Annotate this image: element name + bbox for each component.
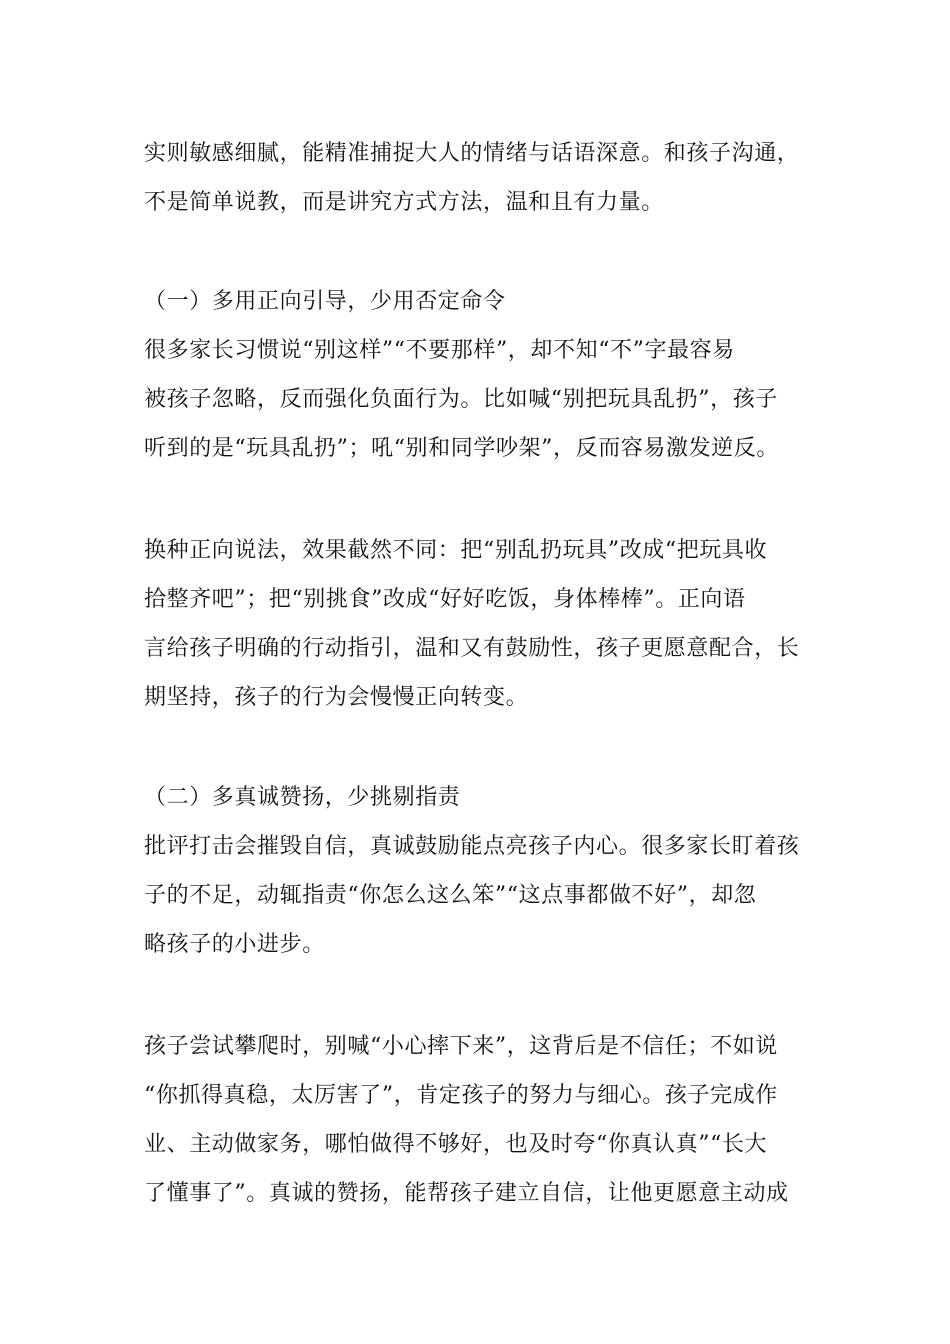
paragraph-line: 业、主动做家务，哪怕做得不够好，也及时夸“你真认真”“长大 [144, 1132, 768, 1157]
paragraph-line: 实则敏感细腻，能精准捕捉大人的情绪与话语深意。和孩子沟通， [144, 141, 800, 166]
paragraph-line: 子的不足，动辄指责“你怎么这么笨”“这点事都做不好”，却忽 [144, 883, 757, 908]
paragraph-line: 期坚持，孩子的行为会慢慢正向转变。 [144, 685, 529, 710]
paragraph-line: 听到的是“玩具乱扔”；吼“别和同学吵架”，反而容易激发逆反。 [144, 436, 779, 461]
paragraph-line: 很多家长习惯说“别这样”“不要那样”，却不知“不”字最容易 [144, 338, 735, 363]
paragraph-line: 略孩子的小进步。 [144, 932, 325, 957]
paragraph-line: 不是简单说教，而是讲究方式方法，温和且有力量。 [144, 190, 664, 215]
paragraph-line: “你抓得真稳，太厉害了”，肯定孩子的努力与细心。孩子完成作 [144, 1083, 778, 1108]
paragraph-line: 孩子尝试攀爬时，别喊“小心摔下来”，这背后是不信任；不如说 [144, 1034, 778, 1059]
paragraph-line: 换种正向说法，效果截然不同：把“别乱扔玩具”改成“把玩具收 [144, 538, 768, 563]
section-heading: （一）多用正向引导，少用否定命令 [144, 289, 506, 314]
paragraph-line: 了懂事了”。真诚的赞扬，能帮孩子建立自信，让他更愿意主动成 [144, 1181, 789, 1206]
section-heading: （二）多真诚赞扬，少挑剔指责 [144, 785, 461, 810]
paragraph-line: 言给孩子明确的行动指引，温和又有鼓励性，孩子更愿意配合，长 [144, 636, 800, 661]
paragraph-line: 拾整齐吧”；把“别挑食”改成“好好吃饭，身体棒棒”。正向语 [144, 587, 746, 612]
paragraph-line: 被孩子忽略，反而强化负面行为。比如喊“别把玩具乱扔”，孩子 [144, 387, 778, 412]
paragraph-line: 批评打击会摧毁自信，真诚鼓励能点亮孩子内心。很多家长盯着孩 [144, 834, 800, 859]
